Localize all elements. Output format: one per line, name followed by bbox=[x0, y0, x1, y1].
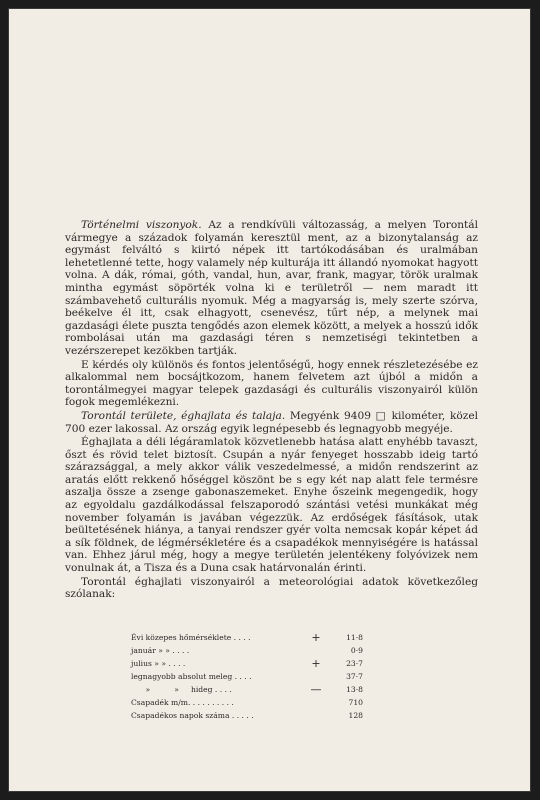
stats-row bbox=[131, 696, 381, 709]
stats-row bbox=[131, 644, 381, 657]
stats-value: 23·7 bbox=[346, 659, 363, 668]
paragraph-question: E kérdés oly különös és fontos jelentőségű, hogy ennek részletezésébe ez alkalommal nem bocsájtkozom, hanem felvetem azt újból a midőn a torontálmegyei magyar telepek gazdasági és culturális viszonyairól külön fogok megemlékezni. bbox=[65, 358, 478, 409]
section-heading-history: Történelmi viszonyok. bbox=[81, 219, 202, 231]
stats-label: Évi közepes hőmérséklete . . . . bbox=[131, 633, 251, 642]
paragraph-climate: Éghajlata a déli légáramlatok közvetlenebb hatása alatt enyhébb tavaszt, őszt és rövid telet biztosít. Csupán a nyár fenyeget hosszabb ideig tartó szárazsággal, a mely akkor válik veszedelmessé, a midőn rendszerint az aratás előtt rekkenő hőséggel köszönt be s egy két nap alatt fele termésre aszalja össze a zsenge gabonaszemeket. Enyhe őszeink megengedik, hogy az egyoldalu gazdálkodással felszaporodó szántási vetési munkákat még november folyamán is javában végezzük. Az erdőségek fásítások, utak beültetésének hiánya, a tanyai rendszer gyér volta nemcsak kopár képet ád a sík földnek, de légmérsékletére és a csapadékok mennyiségére is hatással van. Ehhez járul még, hogy a megye területén jelentékeny folyóvizek nem vonulnak át, a Tisza és a Duna csak határvonalán érinti. bbox=[65, 436, 478, 575]
stats-label: Csapadékos napok száma . . . . . bbox=[131, 711, 254, 720]
territory-text: Megyénk 9409 □ kilométer, közel 700 ezer lakossal. Az ország egyik legnépesebb és legnagyobb megyéje. bbox=[65, 409, 478, 435]
stats-label: » » hideg . . . . bbox=[131, 685, 232, 694]
stats-label: január » » . . . . bbox=[131, 646, 190, 655]
stats-value: 13·8 bbox=[346, 685, 363, 694]
stats-row bbox=[131, 709, 381, 722]
climate-stats-table bbox=[131, 631, 381, 722]
history-text-1: Az a rendkívüli változasság, a melyen Torontál vármegye a századok folyamán keresztül ment, az a bizonytalanság az egymást felváltó s kiirtó népek itt tartókodásában és uralmában lehetetlenné tette, hogy valamely nép kulturája itt állandó nyomokat hagyott volna. A dák, római, góth, vandal, hun, avar, frank, magyar, török uralmak mintha egymást söpörték volna ki e területről — nem maradt itt számbavehető culturális nyomuk. Még a magyarság is, mely szerte szórva, beékelve él itt, csak elhagyott, csenevész, tűrt nép, a melynek mai gazdasági élete puszta tengődés azon elemek között, a melyek a hosszú idők rombolásai után ma gazdasági téren s nemzetiségi tekintetben a vezérszerepet kezökben tartják. bbox=[65, 219, 479, 357]
stats-value: 11·8 bbox=[346, 633, 363, 642]
body-text bbox=[65, 219, 478, 601]
stats-row bbox=[131, 683, 381, 696]
paragraph-meteo-intro: Torontál éghajlati viszonyairól a meteorológiai adatok következőleg szólanak: bbox=[65, 575, 478, 601]
scanned-page bbox=[9, 9, 530, 791]
stats-sign: + bbox=[311, 631, 321, 644]
stats-sign: — bbox=[310, 683, 322, 696]
paragraph-territory bbox=[65, 410, 478, 435]
stats-value: 0·9 bbox=[350, 646, 363, 655]
stats-row bbox=[131, 670, 381, 683]
stats-value: 128 bbox=[348, 711, 363, 720]
stats-label: Csapadék m/m. . . . . . . . . . bbox=[131, 698, 234, 707]
stats-label: legnagyobb absolut meleg . . . . bbox=[131, 672, 252, 681]
stats-row bbox=[131, 631, 381, 644]
stats-sign: + bbox=[311, 657, 321, 670]
section-heading-territory: Torontál területe, éghajlata és talaja. bbox=[81, 409, 286, 422]
stats-row bbox=[131, 657, 381, 670]
stats-value: 37·7 bbox=[346, 672, 363, 681]
stats-value: 710 bbox=[348, 698, 363, 707]
stats-label: julius » » . . . . bbox=[131, 659, 186, 668]
paragraph-history bbox=[65, 219, 478, 358]
